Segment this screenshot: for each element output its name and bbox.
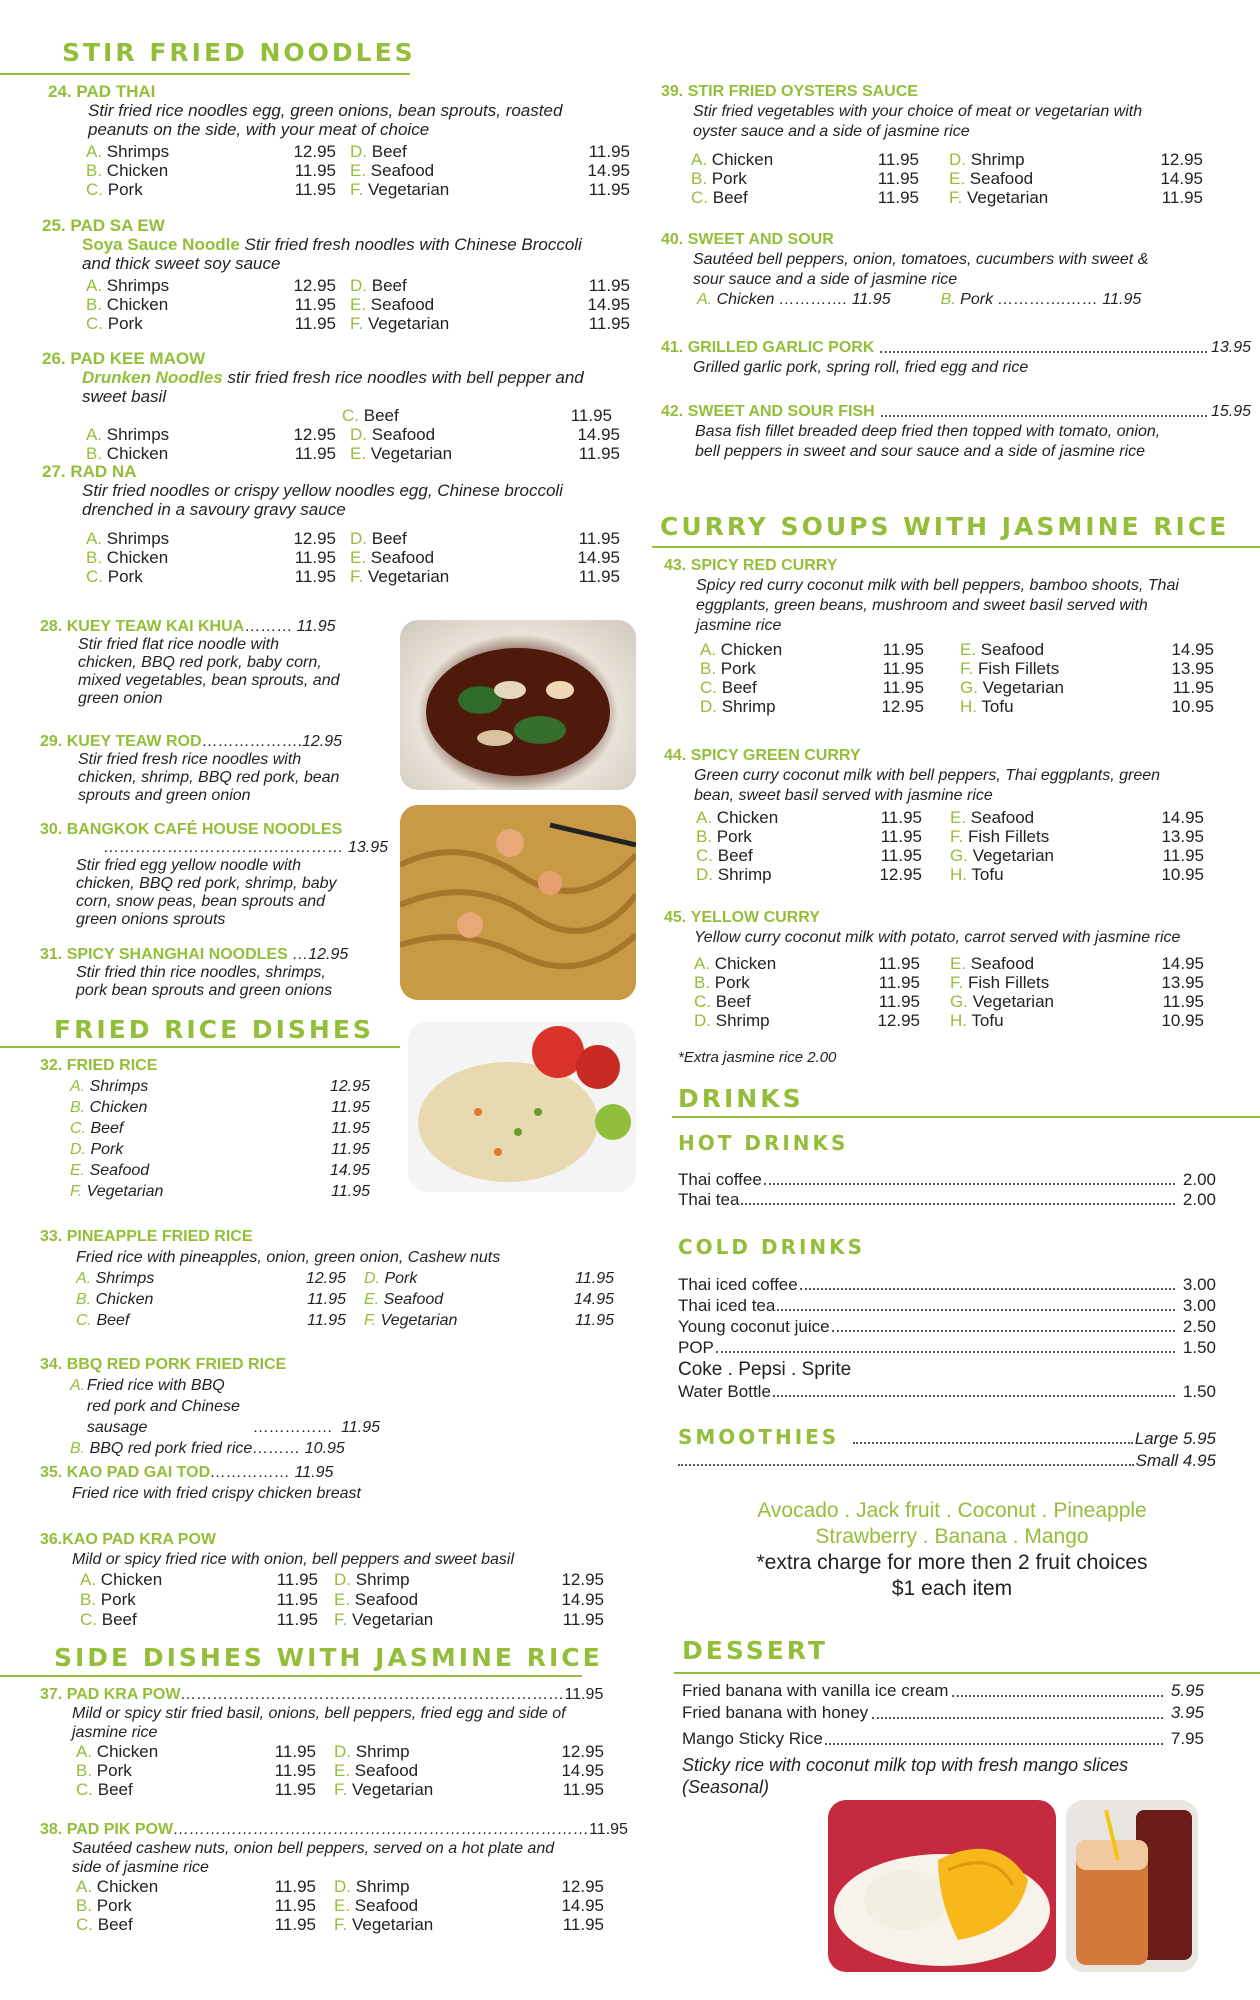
item-subtitle: Soya Sauce Noodle [82, 235, 240, 254]
item-number: 30. [40, 821, 63, 838]
item-title: KAO PAD KRA POW [62, 1531, 217, 1548]
menu-item-28: 28. KUEY TEAW KAI KHUA……… 11.95 Stir fried flat rice noodle with chicken, BBQ red pork, baby corn, mixed vegetables, bean sprouts, and green onion [40, 618, 340, 707]
option: F. Vegetarian 11.95 [334, 1915, 604, 1934]
option: D. Shrimp 12.95 [334, 1742, 604, 1761]
option: D. Pork 11.95 [364, 1270, 614, 1287]
option: H. Tofu 10.95 [960, 697, 1214, 716]
option: F. Fish Fillets 13.95 [950, 973, 1204, 992]
item-price: 11.95 [294, 1464, 334, 1481]
mango-sticky-rice-illustration [828, 1800, 1056, 1972]
dessert-row: Fried banana with vanilla ice cream 5.95 [682, 1681, 1204, 1700]
option: B. Pork ………….…… 11.95 [940, 291, 1142, 308]
option: B. Chicken 11.95 [70, 1099, 370, 1116]
extra-rice-note: *Extra jasmine rice 2.00 [678, 1049, 837, 1066]
menu-item-27 [42, 462, 628, 586]
option: E. Seafood 14.95 [350, 161, 630, 180]
divider [672, 1116, 1260, 1118]
option: C. Beef 11.95 [696, 846, 922, 865]
item-title: SWEET AND SOUR [687, 231, 834, 248]
item-number: 43. [664, 557, 687, 574]
item-desc: Yellow curry coconut milk with potato, carrot served with jasmine rice [694, 929, 1181, 946]
item-title: PAD THAI [76, 82, 156, 101]
cold-drinks-list [678, 1274, 1216, 1402]
item-number: 34. [40, 1356, 63, 1373]
option: A. Shrimps 12.95 [86, 529, 336, 548]
option-grid [42, 529, 628, 586]
menu-item-37: 37. PAD KRA POW………………………………………………………………11.95 Mild or spicy stir fried basil, onions, bell peppers, fried egg and side of jasmine rice A. Chicken 11.95 D. Shrimp 12.95 B. Pork 11.95 E. Seafood 14.95 C. Beef 11.95 F. Vegetarian 11.95 [40, 1685, 630, 1799]
option: A. Fried rice with BBQ red pork and Chinese sausage …………… 11.95 [70, 1377, 380, 1436]
item-desc: Mild or spicy stir fried basil, onions, bell peppers, fried egg and side of jasmine rice [72, 1705, 566, 1741]
menu-item-34 [40, 1354, 460, 1459]
section-heading-dessert: DESSERT [682, 1636, 828, 1665]
item-title: KAO PAD GAI TOD [66, 1464, 211, 1481]
option: F. Vegetarian 11.95 [350, 180, 630, 199]
option: E. Seafood 14.95 [350, 295, 630, 314]
option: D. Shrimp 12.95 [700, 697, 924, 716]
option: A. Shrimps 12.95 [70, 1078, 370, 1095]
menu-item-24 [48, 82, 628, 199]
option: E. Seafood 14.95 [350, 548, 620, 567]
option-grid [664, 808, 1254, 884]
option: C. Beef 11.95 [76, 1915, 316, 1934]
section-heading-drinks: DRINKS [678, 1084, 804, 1113]
option: B. Chicken 11.95 [86, 444, 336, 463]
fried-rice-photo [408, 1022, 636, 1192]
option: F. Vegetarian 11.95 [350, 314, 630, 333]
option-grid [664, 640, 1254, 716]
item-desc: Grilled garlic pork, spring roll, fried egg and rice [693, 359, 1029, 376]
option: A. Shrimps 12.95 [86, 276, 336, 295]
item-desc: Stir fried flat rice noodle with chicken, BBQ red pork, baby corn, mixed vegetables, bean sprouts, and green onion [78, 636, 340, 707]
option: F. Vegetarian 11.95 [334, 1780, 604, 1799]
item-desc: Stir fried fresh noodles with Chinese Broccoli and thick sweet soy sauce [82, 235, 582, 273]
item-number: 29. [40, 733, 63, 750]
item-price: 15.95 [1210, 403, 1251, 420]
item-desc: Mild or spicy fried rice with onion, bell peppers and sweet basil [72, 1551, 514, 1568]
item-title: PAD KEE MAOW [70, 349, 206, 368]
option: E. Seafood 14.95 [364, 1291, 614, 1308]
option: E. Seafood 14.95 [950, 954, 1204, 973]
item-title: SPICY RED CURRY [690, 557, 838, 574]
option: F. Vegetarian 11.95 [364, 1312, 614, 1329]
option: A. Chicken 11.95 [76, 1742, 316, 1761]
drink-row: Thai iced coffee 3.00 [678, 1275, 1216, 1294]
option: D. Beef 11.95 [350, 142, 630, 161]
menu-item-33 [40, 1226, 630, 1331]
item-title: SPICY GREEN CURRY [690, 747, 861, 764]
hot-drinks-list [678, 1170, 1216, 1210]
smoothie-large-price: Large 5.95 [1134, 1429, 1216, 1448]
option: D. Shrimp 12.95 [696, 865, 922, 884]
drink-row: Young coconut juice 2.50 [678, 1317, 1216, 1336]
option: B. Chicken 11.95 [76, 1291, 346, 1308]
menu-item-39 [661, 82, 1251, 207]
option-grid [661, 150, 1251, 207]
option-list [40, 1076, 370, 1202]
section-heading-curry: CURRY SOUPS WITH JASMINE RICE [660, 512, 1230, 541]
item-number: 40. [661, 231, 684, 248]
option: G. Vegetarian 11.95 [950, 992, 1204, 1011]
option: F. Fish Fillets 13.95 [950, 827, 1204, 846]
item-desc: Fried rice with pineapples, onion, green onion, Cashew nuts [76, 1249, 501, 1266]
divider [652, 546, 1260, 548]
option-grid [42, 276, 628, 333]
item-desc: Sautéed bell peppers, onion, tomatoes, cucumbers with sweet & sour sauce and a side of jasmine rice [693, 251, 1149, 288]
option: D. Seafood 14.95 [350, 425, 620, 444]
option: C. Beef 11.95 [694, 992, 920, 1011]
item-title: FRIED RICE [66, 1057, 158, 1074]
option: D. Beef 11.95 [350, 276, 630, 295]
fried-rice-illustration [408, 1022, 636, 1192]
option: C. Pork 11.95 [86, 180, 336, 199]
option: D. Shrimp 12.95 [949, 150, 1203, 169]
option: B. Pork 11.95 [694, 973, 920, 992]
extra-charge-amount: $1 each item [891, 1577, 1013, 1600]
option: E. Vegetarian 11.95 [350, 444, 620, 463]
item-price: 13.95 [1210, 339, 1251, 356]
option: B. Pork 11.95 [696, 827, 922, 846]
menu-item-25 [42, 216, 628, 333]
item-number: 33. [40, 1228, 63, 1245]
item-price: 12.95 [308, 946, 349, 963]
subheading-cold-drinks: COLD DRINKS [678, 1235, 866, 1259]
divider [674, 1672, 1260, 1674]
option: F. Fish Fillets 13.95 [960, 659, 1214, 678]
subheading-smoothies: SMOOTHIES [678, 1425, 840, 1449]
option: E. Seafood 14.95 [70, 1162, 370, 1179]
section-heading-side-dishes: SIDE DISHES WITH JASMINE RICE [54, 1643, 603, 1672]
option: F. Vegetarian 11.95 [949, 188, 1203, 207]
item-desc: Green curry coconut milk with bell peppers, Thai eggplants, green bean, sweet basil served with jasmine rice [694, 767, 1161, 804]
item-number: 42. [661, 403, 684, 420]
drink-row: Thai coffee 2.00 [678, 1170, 1216, 1189]
option: E. Seafood 14.95 [334, 1761, 604, 1780]
option: A. Chicken 11.95 [694, 954, 920, 973]
thai-iced-tea-illustration [1066, 1800, 1198, 1972]
option: E. Seafood 14.95 [334, 1590, 604, 1609]
option: C. Beef 11.95 [80, 1610, 318, 1629]
option: D. Beef 11.95 [350, 529, 620, 548]
option: C. Beef 11.95 [76, 1312, 346, 1329]
item-number: 36. [40, 1531, 63, 1548]
option-grid [664, 954, 1254, 1030]
section-heading-stir-fried: STIR FRIED NOODLES [62, 38, 416, 67]
fruit-list-1: Avocado . Jack fruit . Coconut . Pineapple [757, 1499, 1147, 1522]
item-price: 11.95 [296, 618, 336, 635]
subheading-hot-drinks: HOT DRINKS [678, 1131, 849, 1155]
fruit-list-2: Strawberry . Banana . Mango [815, 1525, 1089, 1548]
option: C. Beef 11.95 [342, 406, 612, 425]
smoothie-small-price: Small 4.95 [1135, 1451, 1216, 1470]
menu-item-41 [661, 338, 1251, 378]
noodle-soup-illustration [400, 620, 636, 790]
item-title: BBQ RED PORK FRIED RICE [66, 1356, 287, 1373]
item-number: 26. [42, 349, 66, 368]
option: B. Chicken 11.95 [86, 548, 336, 567]
option: C. Pork 11.95 [86, 314, 336, 333]
item-desc: Spicy red curry coconut milk with bell peppers, bamboo shoots, Thai eggplants, green beans, mushroom and sweet basil served with jasmine rice [696, 577, 1179, 634]
option: D. Shrimp 12.95 [334, 1570, 604, 1589]
thai-iced-tea-photo [1066, 1800, 1198, 1972]
menu-item-38: 38. PAD PIK POW……………………………………………………………………11.95 Sautéed cashew nuts, onion bell peppers, served on a hot plate and side of jasmine rice A. Chicken 11.95 D. Shrimp 12.95 B. Pork 11.95 E. Seafood 14.95 C. Beef 11.95 F. Vegetarian 11.95 [40, 1820, 630, 1934]
option: A. Chicken 11.95 [80, 1570, 318, 1589]
dessert-row: Mango Sticky Rice 7.95 [682, 1729, 1204, 1748]
option: H. Tofu 10.95 [950, 1011, 1204, 1030]
item-number: 24. [48, 82, 72, 101]
option: F. Vegetarian 11.95 [334, 1610, 604, 1629]
item-number: 39. [661, 83, 684, 100]
option-grid [40, 1742, 630, 1799]
item-number: 41. [661, 339, 684, 356]
option: E. Seafood 14.95 [950, 808, 1204, 827]
item-desc: Stir fried vegetables with your choice of meat or vegetarian with oyster sauce and a side of jasmine rice [693, 103, 1143, 140]
item-number: 38. [40, 1821, 63, 1838]
menu-item-42 [661, 402, 1251, 462]
option: B. Chicken 11.95 [86, 295, 336, 314]
menu-item-30: 30. BANGKOK CAFÉ HOUSE NOODLES ……………………………………… 13.95 Stir fried egg yellow noodle with chicken, BBQ red pork, shrimp, baby corn, snow peas, bean sprouts and green onions sprouts [40, 821, 388, 928]
drink-row: Thai tea 2.00 [678, 1190, 1216, 1209]
item-title: BANGKOK CAFÉ HOUSE NOODLES [66, 821, 343, 838]
item-price: 11.95 [564, 1686, 604, 1703]
item-desc: Stir fried rice noodles egg, green onions, bean sprouts, roasted peanuts on the side, with your meat of choice [88, 101, 563, 139]
option: G. Vegetarian 11.95 [960, 678, 1214, 697]
menu-item-29: 29. KUEY TEAW ROD……………….12.95 Stir fried fresh rice noodles with chicken, shrimp, BBQ red pork, bean sprouts and green onion [40, 733, 396, 805]
drink-row: Thai iced tea 3.00 [678, 1296, 1216, 1315]
item-number: 25. [42, 216, 66, 235]
option: F. Vegetarian 11.95 [350, 567, 620, 586]
option: B. Pork 11.95 [691, 169, 919, 188]
item-desc: Sautéed cashew nuts, onion bell peppers, served on a hot plate and side of jasmine rice [72, 1840, 555, 1876]
item-desc: Basa fish fillet breaded deep fried then topped with tomato, onion, bell peppers in sweet and sour sauce and a side of jasmine rice [695, 423, 1161, 460]
item-price: 12.95 [301, 733, 343, 750]
option: G. Vegetarian 11.95 [950, 846, 1204, 865]
option-grid [40, 1268, 630, 1331]
divider [0, 1046, 400, 1048]
item-title: SWEET AND SOUR FISH [687, 403, 875, 420]
option: A. Chicken 11.95 [700, 640, 924, 659]
option: C. Beef 11.95 [700, 678, 924, 697]
option: F. Vegetarian 11.95 [70, 1183, 370, 1200]
option: A. Chicken …………. 11.95 [697, 291, 891, 308]
menu-item-45 [664, 908, 1254, 1030]
smoothie-fruits [672, 1498, 1232, 1602]
dessert-desc: Sticky rice with coconut milk top with fresh mango slices [682, 1755, 1129, 1775]
dessert-row: Fried banana with honey 3.95 [682, 1703, 1204, 1722]
option-grid [42, 425, 628, 463]
item-desc: Stir fried thin rice noodles, shrimps, pork bean sprouts and green onions [76, 964, 333, 999]
item-title: RAD NA [70, 462, 137, 481]
item-desc: Stir fried fresh rice noodles with chicken, shrimp, BBQ red pork, bean sprouts and green onion [78, 751, 340, 804]
option: C. Beef 11.95 [76, 1780, 316, 1799]
item-title: PAD PIK POW [66, 1821, 174, 1838]
item-number: 37. [40, 1686, 63, 1703]
menu-item-36 [40, 1530, 630, 1630]
menu-item-35: 35. KAO PAD GAI TOD…………… 11.95 Fried rice with fried crispy chicken breast [40, 1462, 460, 1504]
option: A. Chicken 11.95 [691, 150, 919, 169]
fried-noodle-illustration [400, 805, 636, 1000]
option: C. Pork 11.95 [86, 567, 336, 586]
item-desc: Stir fried noodles or crispy yellow noodles egg, Chinese broccoli drenched in a savoury gravy sauce [82, 481, 563, 519]
item-title: SPICY SHANGHAI NOODLES [66, 946, 288, 963]
option: H. Tofu 10.95 [950, 865, 1204, 884]
item-desc: Fried rice with fried crispy chicken breast [72, 1485, 361, 1502]
extra-charge-note: *extra charge for more then 2 fruit choices [756, 1551, 1148, 1574]
item-title: KUEY TEAW KAI KHUA [66, 618, 245, 635]
option: C. Beef 11.95 [691, 188, 919, 207]
fried-noodle-photo [400, 805, 636, 1000]
option: B. Pork 11.95 [700, 659, 924, 678]
item-number: 44. [664, 747, 687, 764]
option: D. Shrimp 12.95 [694, 1011, 920, 1030]
section-heading-fried-rice: FRIED RICE DISHES [54, 1015, 374, 1044]
divider [0, 1675, 582, 1677]
option: D. Shrimp 12.95 [334, 1877, 604, 1896]
option-grid [40, 1877, 630, 1934]
item-title: PINEAPPLE FRIED RICE [66, 1228, 253, 1245]
menu-item-26 [42, 349, 628, 463]
option-grid [48, 142, 628, 199]
item-desc: Stir fried egg yellow noodle with chicken, BBQ red pork, shrimp, baby corn, snow peas, bean sprouts and green onions sprouts [76, 857, 337, 928]
menu-item-32 [40, 1055, 400, 1202]
option: A. Shrimps 12.95 [86, 425, 336, 444]
item-number: 27. [42, 462, 66, 481]
pop-brands: Coke . Pepsi . Sprite [678, 1359, 852, 1380]
item-number: 32. [40, 1057, 63, 1074]
option: C. Beef 11.95 [70, 1120, 370, 1137]
item-title: GRILLED GARLIC PORK [687, 339, 875, 356]
option: D. Pork 11.95 [70, 1141, 370, 1158]
option-grid [40, 1570, 630, 1630]
smoothie-prices [678, 1428, 1216, 1472]
item-price: 11.95 [589, 1821, 628, 1838]
option: E. Seafood 14.95 [960, 640, 1214, 659]
divider [0, 73, 410, 75]
item-title: KUEY TEAW ROD [66, 733, 202, 750]
option: B. Pork 11.95 [76, 1761, 316, 1780]
menu-item-43 [664, 556, 1254, 716]
dessert-list [682, 1680, 1204, 1798]
mango-sticky-rice-photo [828, 1800, 1056, 1972]
item-number: 28. [40, 618, 63, 635]
option: B. Chicken 11.95 [86, 161, 336, 180]
option: E. Seafood 14.95 [949, 169, 1203, 188]
option: A. Shrimps 12.95 [76, 1270, 346, 1287]
item-number: 31. [40, 946, 63, 963]
item-title: PAD KRA POW [66, 1686, 181, 1703]
option: B. Pork 11.95 [80, 1590, 318, 1609]
drink-row: POP 1.50 [678, 1338, 1216, 1357]
drink-row: Water Bottle 1.50 [678, 1382, 1216, 1401]
item-subtitle: Drunken Noodles [82, 368, 223, 387]
menu-item-31: 31. SPICY SHANGHAI NOODLES …12.95 Stir fried thin rice noodles, shrimps, pork bean sprouts and green onions [40, 946, 349, 999]
option: B. Pork 11.95 [76, 1896, 316, 1915]
menu-item-40 [661, 230, 1251, 310]
item-price: 13.95 [347, 839, 388, 856]
option: A. Chicken 11.95 [696, 808, 922, 827]
option: A. Shrimps 12.95 [86, 142, 336, 161]
item-number: 45. [664, 909, 687, 926]
option-row [661, 290, 1251, 310]
option: E. Seafood 14.95 [334, 1896, 604, 1915]
item-title: STIR FRIED OYSTERS SAUCE [687, 83, 918, 100]
item-title: PAD SA EW [70, 216, 165, 235]
item-title: YELLOW CURRY [690, 909, 820, 926]
noodle-soup-photo [400, 620, 636, 790]
option: A. Chicken 11.95 [76, 1877, 316, 1896]
item-number: 35. [40, 1464, 63, 1481]
menu-item-44 [664, 746, 1254, 884]
option: B. BBQ red pork fried rice……… 10.95 [70, 1440, 345, 1457]
item-desc: stir fried fresh rice noodles with bell pepper and sweet basil [82, 368, 584, 406]
dessert-seasonal: (Seasonal) [682, 1777, 770, 1797]
